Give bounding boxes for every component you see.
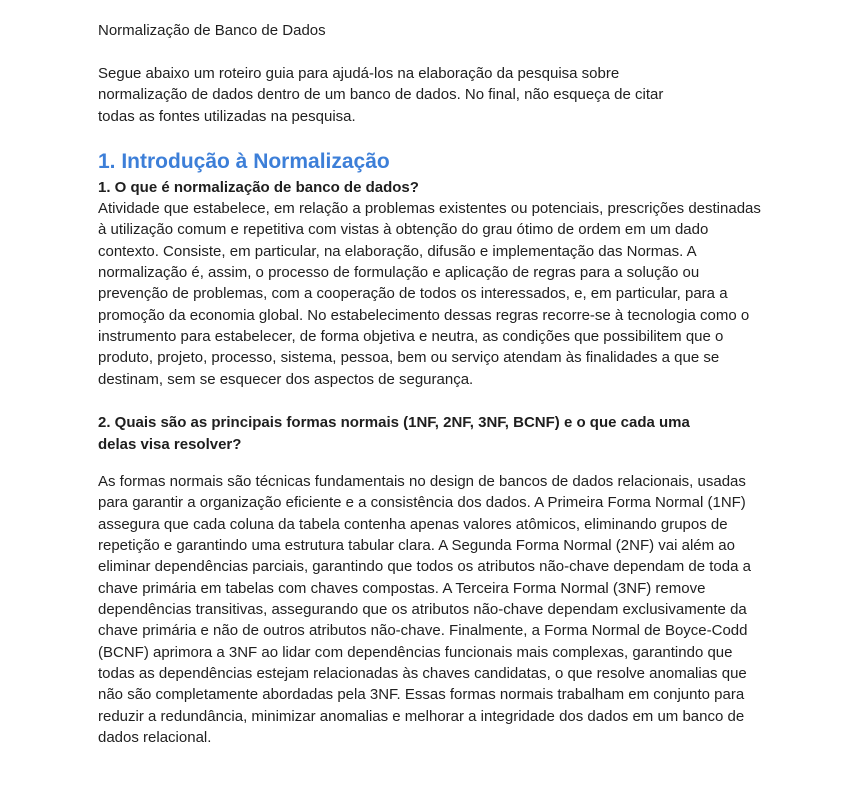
document-title: Normalização de Banco de Dados xyxy=(98,22,326,39)
answer-2: As formas normais são técnicas fundamentais no design de bancos de dados relacionais, usadas para garantir a organização eficiente e a consistência dos dados. A Primeira Forma Normal (1NF) assegura que cada coluna da tabela contenha apenas valores atômicos, eliminando grupos de repetição e garantindo uma estrutura tabular clara. A Segunda Forma Normal (2NF) vai além ao eliminar dependências parciais, garantindo que todos os atributos não-chave dependam de toda a chave primária em tabelas com chaves compostas. A Terceira Forma Normal (3NF) remove dependências transitivas, assegurando que os atributos não-chave dependam exclusivamente da chave primária e não de outros atributos não-chave. Finalmente, a Forma Normal de Boyce-Codd (BCNF) aprimora a 3NF ao lidar com dependências funcionais mais complexas, garantindo que todas as dependências estejam relacionadas às chaves candidatas, o que resolve anomalias que não são completamente abordadas pela 3NF. Essas formas normais trabalham em conjunto para reduzir a redundância, minimizar anomalias e melhorar a integridade dos dados em um banco de dados relacional. xyxy=(98,473,751,747)
question-1: 1. O que é normalização de banco de dados? xyxy=(98,179,419,196)
answer-1: Atividade que estabelece, em relação a problemas existentes ou potenciais, prescrições destinadas à utilização comum e repetitiva com vistas à obtenção do grau ótimo de ordem em um dado contexto. Consiste, em particular, na elaboração, difusão e implementação das Normas. A normalização é, assim, o processo de formulação e aplicação de regras para a solução ou prevenção de problemas, com a cooperação de todos os interessados, e, em particular, para a promoção da economia global. No estabelecimento dessas regras recorre-se à tecnologia como o instrumento para estabelecer, de forma objetiva e neutra, as condições que possibilitem que o produto, projeto, processo, sistema, pessoa, bem ou serviço atendam às finalidades a que se destinam, sem se esquecer dos aspectos de segurança. xyxy=(98,200,761,388)
intro-paragraph: Segue abaixo um roteiro guia para ajudá-los na elaboração da pesquisa sobre normalização de dados dentro de um banco de dados. No final, não esqueça de citar todas as fontes utilizadas na pesquisa. xyxy=(98,65,664,125)
section-heading-introducao: 1. Introdução à Normalização xyxy=(98,150,390,173)
question-2: 2. Quais são as principais formas normais (1NF, 2NF, 3NF, BCNF) e o que cada uma delas visa resolver? xyxy=(98,414,690,453)
